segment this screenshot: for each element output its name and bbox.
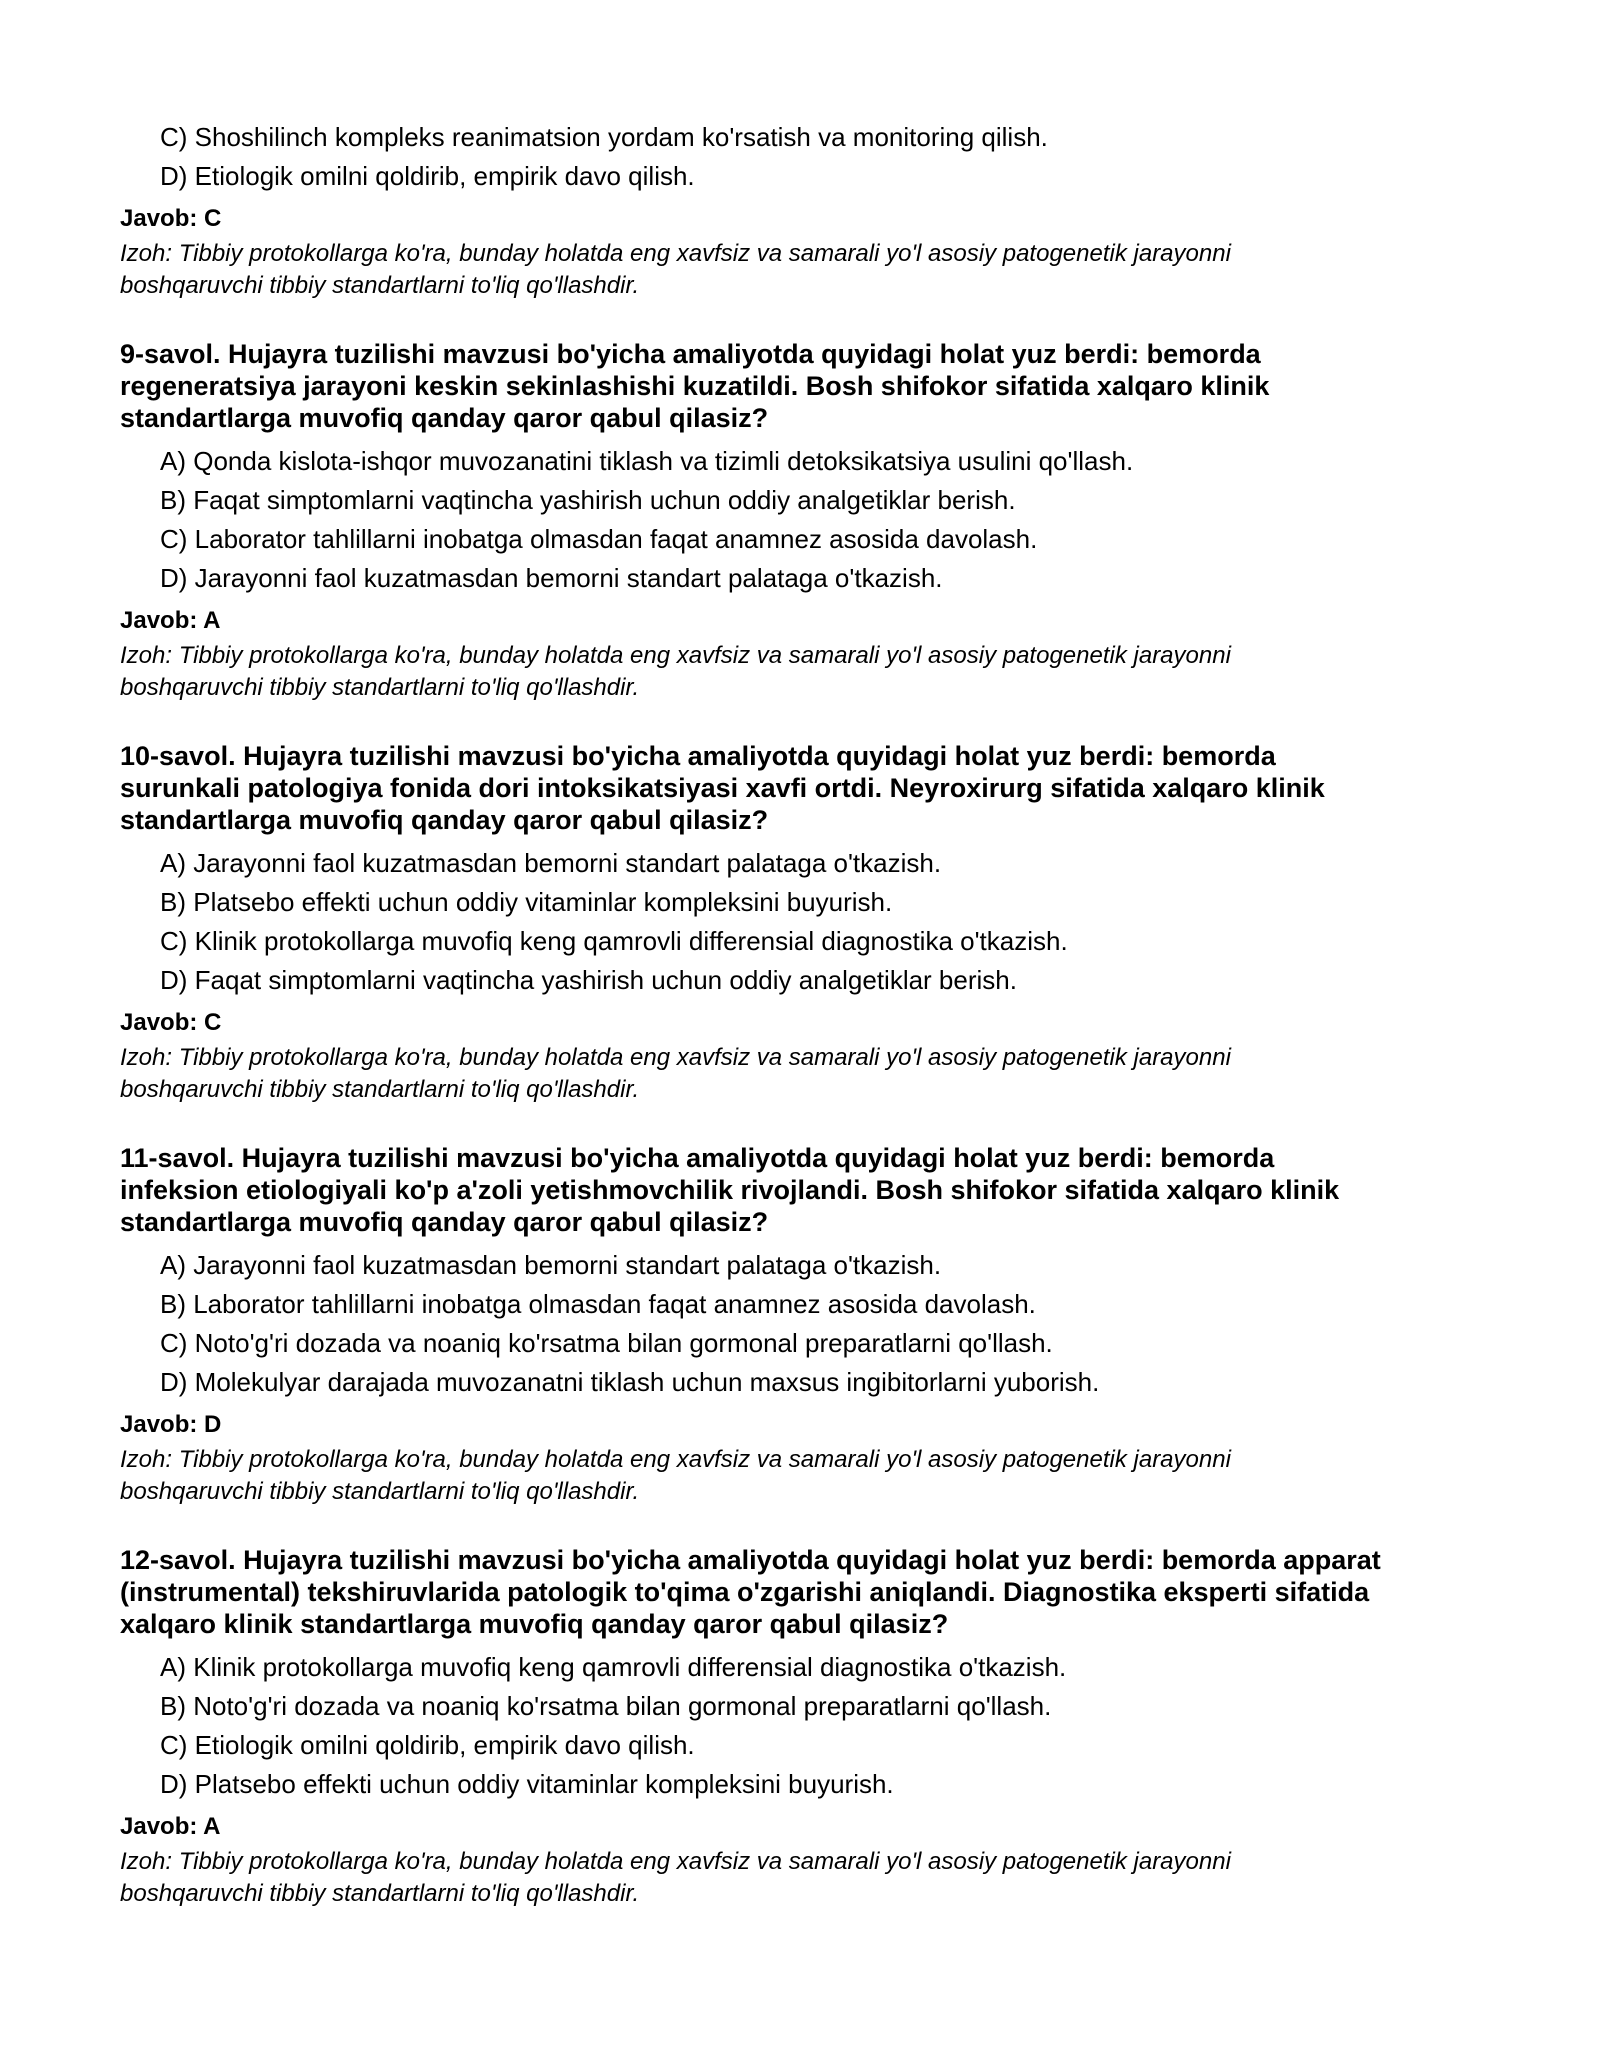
explanation-line: boshqaruvchi tibbiy standartlarni to'liq qo'llashdir. bbox=[120, 272, 640, 299]
question-8-continuation bbox=[120, 118, 1500, 302]
explanation-note bbox=[120, 238, 1500, 302]
document-page bbox=[120, 118, 1500, 1910]
question-line: 12-savol. Hujayra tuzilishi mavzusi bo'yicha amaliyotda quyidagi holat yuz berdi: bemorda apparat bbox=[120, 1545, 1381, 1575]
question-line: regeneratsiya jarayoni keskin sekinlashishi kuzatildi. Bosh shifokor sifatida xalqaro klinik bbox=[120, 371, 1270, 401]
answer-label: Javob: C bbox=[120, 205, 222, 232]
question-line: standartlarga muvofiq qanday qaror qabul qilasiz? bbox=[120, 403, 769, 433]
question-text bbox=[120, 1142, 1500, 1238]
explanation-line: boshqaruvchi tibbiy standartlarni to'liq qo'llashdir. bbox=[120, 1880, 640, 1907]
option-a: A) Klinik protokollarga muvofiq keng qamrovli differensial diagnostika o'tkazish. bbox=[160, 1652, 1067, 1682]
option-d: D) Faqat simptomlarni vaqtincha yashirish uchun oddiy analgetiklar berish. bbox=[160, 965, 1017, 995]
option-b: B) Noto'g'ri dozada va noaniq ko'rsatma bilan gormonal preparatlarni qo'llash. bbox=[160, 1691, 1052, 1721]
question-11 bbox=[120, 1142, 1500, 1508]
option-b: B) Platsebo effekti uchun oddiy vitaminlar kompleksini buyurish. bbox=[160, 887, 893, 917]
option-b: B) Laborator tahlillarni inobatga olmasdan faqat anamnez asosida davolash. bbox=[160, 1289, 1036, 1319]
question-line: 9-savol. Hujayra tuzilishi mavzusi bo'yicha amaliyotda quyidagi holat yuz berdi: bemorda bbox=[120, 339, 1261, 369]
explanation-line: Izoh: Tibbiy protokollarga ko'ra, bunday holatda eng xavfsiz va samarali yo'l asosiy patogenetik jarayonni bbox=[120, 240, 1231, 267]
explanation-note bbox=[120, 1444, 1500, 1508]
answer-label: Javob: A bbox=[120, 1813, 221, 1840]
explanation-line: boshqaruvchi tibbiy standartlarni to'liq qo'llashdir. bbox=[120, 674, 640, 701]
question-12 bbox=[120, 1544, 1500, 1910]
option-a: A) Jarayonni faol kuzatmasdan bemorni standart palataga o'tkazish. bbox=[160, 848, 942, 878]
explanation-line: Izoh: Tibbiy protokollarga ko'ra, bunday holatda eng xavfsiz va samarali yo'l asosiy patogenetik jarayonni bbox=[120, 642, 1231, 669]
explanation-line: boshqaruvchi tibbiy standartlarni to'liq qo'llashdir. bbox=[120, 1478, 640, 1505]
explanation-line: Izoh: Tibbiy protokollarga ko'ra, bunday holatda eng xavfsiz va samarali yo'l asosiy patogenetik jarayonni bbox=[120, 1446, 1231, 1473]
option-c: C) Laborator tahlillarni inobatga olmasdan faqat anamnez asosida davolash. bbox=[160, 524, 1038, 554]
question-line: infeksion etiologiyali ko'p a'zoli yetishmovchilik rivojlandi. Bosh shifokor sifatida xalqaro klinik bbox=[120, 1175, 1340, 1205]
option-d: D) Molekulyar darajada muvozanatni tiklash uchun maxsus ingibitorlarni yuborish. bbox=[160, 1367, 1100, 1397]
question-text bbox=[120, 338, 1500, 434]
explanation-line: boshqaruvchi tibbiy standartlarni to'liq qo'llashdir. bbox=[120, 1076, 640, 1103]
option-c: C) Etiologik omilni qoldirib, empirik davo qilish. bbox=[160, 1730, 695, 1760]
option-c: C) Noto'g'ri dozada va noaniq ko'rsatma bilan gormonal preparatlarni qo'llash. bbox=[160, 1328, 1053, 1358]
question-line: (instrumental) tekshiruvlarida patologik to'qima o'zgarishi aniqlandi. Diagnostika eksperti sifatida bbox=[120, 1577, 1370, 1607]
explanation-note bbox=[120, 640, 1500, 704]
option-a: A) Qonda kislota-ishqor muvozanatini tiklash va tizimli detoksikatsiya usulini qo'llash. bbox=[160, 446, 1134, 476]
explanation-note bbox=[120, 1042, 1500, 1106]
explanation-note bbox=[120, 1846, 1500, 1910]
question-text bbox=[120, 740, 1500, 836]
question-10 bbox=[120, 740, 1500, 1106]
answer-label: Javob: D bbox=[120, 1411, 222, 1438]
option-c: C) Klinik protokollarga muvofiq keng qamrovli differensial diagnostika o'tkazish. bbox=[160, 926, 1068, 956]
answer-label: Javob: C bbox=[120, 1009, 222, 1036]
explanation-line: Izoh: Tibbiy protokollarga ko'ra, bunday holatda eng xavfsiz va samarali yo'l asosiy patogenetik jarayonni bbox=[120, 1848, 1231, 1875]
option-c: C) Shoshilinch kompleks reanimatsion yordam ko'rsatish va monitoring qilish. bbox=[160, 122, 1048, 152]
option-d: D) Etiologik omilni qoldirib, empirik davo qilish. bbox=[160, 161, 695, 191]
option-b: B) Faqat simptomlarni vaqtincha yashirish uchun oddiy analgetiklar berish. bbox=[160, 485, 1016, 515]
option-a: A) Jarayonni faol kuzatmasdan bemorni standart palataga o'tkazish. bbox=[160, 1250, 942, 1280]
option-d: D) Jarayonni faol kuzatmasdan bemorni standart palataga o'tkazish. bbox=[160, 563, 943, 593]
explanation-line: Izoh: Tibbiy protokollarga ko'ra, bunday holatda eng xavfsiz va samarali yo'l asosiy patogenetik jarayonni bbox=[120, 1044, 1231, 1071]
question-line: standartlarga muvofiq qanday qaror qabul qilasiz? bbox=[120, 1207, 769, 1237]
question-text bbox=[120, 1544, 1500, 1640]
question-9 bbox=[120, 338, 1500, 704]
question-line: standartlarga muvofiq qanday qaror qabul qilasiz? bbox=[120, 805, 769, 835]
option-d: D) Platsebo effekti uchun oddiy vitaminlar kompleksini buyurish. bbox=[160, 1769, 894, 1799]
answer-label: Javob: A bbox=[120, 607, 221, 634]
question-line: 10-savol. Hujayra tuzilishi mavzusi bo'yicha amaliyotda quyidagi holat yuz berdi: bemorda bbox=[120, 741, 1276, 771]
question-line: 11-savol. Hujayra tuzilishi mavzusi bo'yicha amaliyotda quyidagi holat yuz berdi: bemorda bbox=[120, 1143, 1275, 1173]
question-line: xalqaro klinik standartlarga muvofiq qanday qaror qabul qilasiz? bbox=[120, 1609, 949, 1639]
question-line: surunkali patologiya fonida dori intoksikatsiyasi xavfi ortdi. Neyroxirurg sifatida xalqaro klinik bbox=[120, 773, 1325, 803]
